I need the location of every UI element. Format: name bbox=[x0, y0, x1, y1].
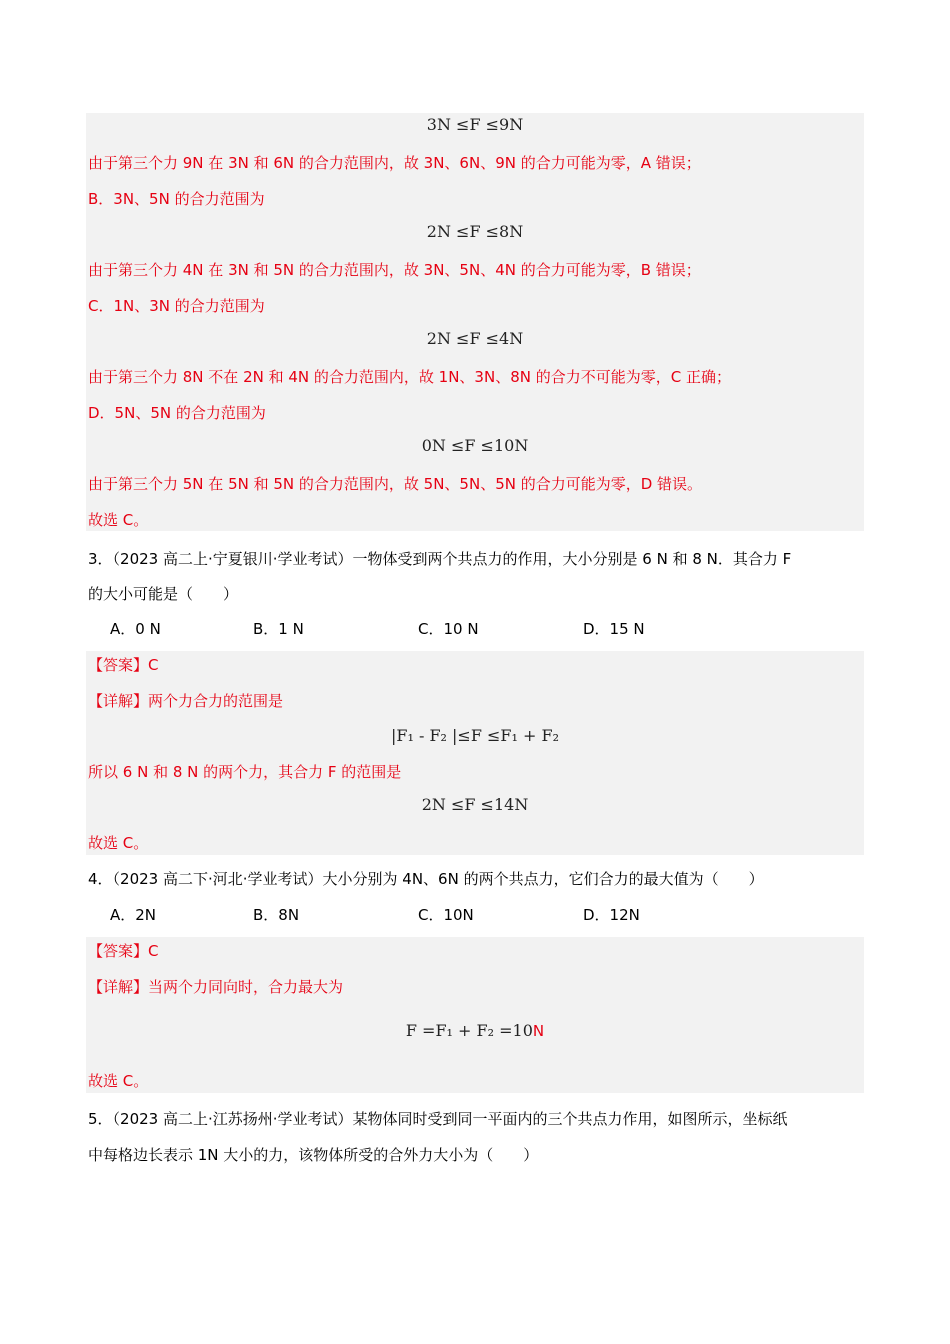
solution-conclusion: 故选 C。 bbox=[88, 834, 149, 852]
question-5-stem: 5．（2023 高二上·江苏扬州·学业考试）某物体同时受到同一平面内的三个共点力作用，如图所示，坐标纸 bbox=[88, 1110, 788, 1128]
formula-range-3-9: 3N ≤F ≤9N bbox=[426, 115, 524, 134]
solution-text: 由于第三个力 9N 在 3N 和 6N 的合力范围内，故 3N、6N、9N 的合力可能为零，A 错误； bbox=[88, 154, 701, 172]
solution-box-q4 bbox=[86, 937, 864, 1093]
solution-text: B．3N、5N 的合力范围为 bbox=[88, 190, 265, 208]
detail-line bbox=[88, 977, 343, 997]
option-a: A．2N bbox=[110, 906, 157, 924]
answer-line bbox=[88, 655, 159, 675]
option-b: B．8N bbox=[253, 906, 300, 924]
formula-range-0-10: 0N ≤F ≤10N bbox=[421, 436, 529, 455]
option-b: B．1 N bbox=[253, 620, 304, 638]
answer-tag: 【答案】 bbox=[88, 656, 149, 674]
question-4-stem: 4．（2023 高二下·河北·学业考试）大小分别为 4N、6N 的两个共点力，它们合力的最大值为（ ） bbox=[88, 870, 764, 888]
formula-resultant-range: |F₁ - F₂ |≤F ≤F₁ + F₂ bbox=[390, 726, 560, 745]
solution-text: 由于第三个力 4N 在 3N 和 5N 的合力范围内，故 3N、5N、4N 的合力可能为零，B 错误； bbox=[88, 261, 701, 279]
detail-text: 两个力合力的范围是 bbox=[148, 692, 284, 710]
solution-text: D．5N、5N 的合力范围为 bbox=[88, 404, 266, 422]
answer-line bbox=[88, 941, 159, 961]
option-d: D．15 N bbox=[583, 620, 645, 638]
answer-value: C bbox=[148, 656, 159, 674]
solution-conclusion: 故选 C。 bbox=[88, 1072, 149, 1090]
question-3-stem-cont: 的大小可能是（ ） bbox=[88, 585, 239, 603]
detail-line bbox=[88, 691, 283, 711]
solution-text: 由于第三个力 8N 不在 2N 和 4N 的合力范围内，故 1N、3N、8N 的合力不可能为零，C 正确； bbox=[88, 368, 731, 386]
option-c: C．10 N bbox=[418, 620, 479, 638]
detail-text: 所以 6 N 和 8 N 的两个力，其合力 F 的范围是 bbox=[88, 763, 402, 781]
option-d: D．12N bbox=[583, 906, 640, 924]
formula-range-2-4: 2N ≤F ≤4N bbox=[426, 329, 524, 348]
answer-value: C bbox=[148, 942, 159, 960]
formula-range-2-14: 2N ≤F ≤14N bbox=[421, 795, 529, 814]
option-a: A．0 N bbox=[110, 620, 161, 638]
detail-tag: 【详解】 bbox=[88, 978, 149, 996]
option-c: C．10N bbox=[418, 906, 474, 924]
answer-tag: 【答案】 bbox=[88, 942, 149, 960]
solution-box-1 bbox=[86, 113, 864, 531]
question-3-stem: 3．（2023 高二上·宁夏银川·学业考试）一物体受到两个共点力的作用，大小分别是 6 N 和 8 N．其合力 F bbox=[88, 550, 792, 568]
formula-range-2-8: 2N ≤F ≤8N bbox=[426, 222, 524, 241]
solution-text: 由于第三个力 5N 在 5N 和 5N 的合力范围内，故 5N、5N、5N 的合力可能为零，D 错误。 bbox=[88, 475, 703, 493]
detail-tag: 【详解】 bbox=[88, 692, 149, 710]
question-5-stem-cont: 中每格边长表示 1N 大小的力，该物体所受的合外力大小为（ ） bbox=[88, 1146, 539, 1164]
solution-conclusion: 故选 C。 bbox=[88, 511, 149, 529]
formula-expression: F =F₁ + F₂ =10 bbox=[405, 1021, 533, 1040]
formula-unit: N bbox=[532, 1022, 545, 1040]
detail-text: 当两个力同向时，合力最大为 bbox=[148, 978, 344, 996]
solution-box-q3 bbox=[86, 651, 864, 855]
formula-max-resultant bbox=[86, 1021, 864, 1041]
solution-text: C．1N、3N 的合力范围为 bbox=[88, 297, 265, 315]
